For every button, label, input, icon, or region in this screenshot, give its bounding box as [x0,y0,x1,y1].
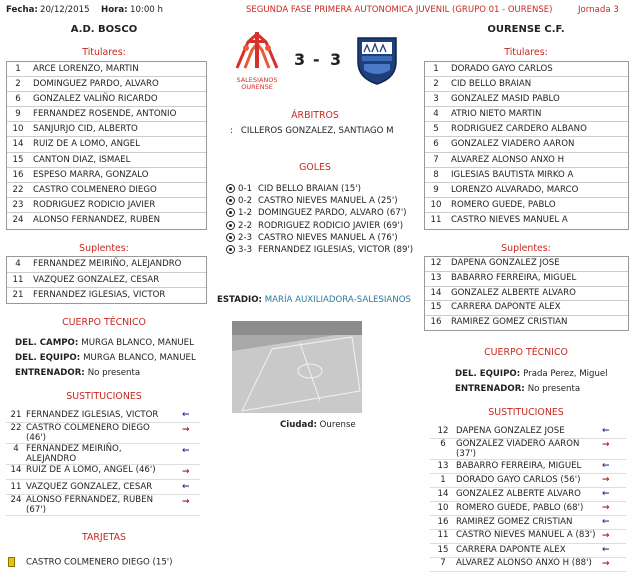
home-team-logo [232,30,282,90]
player-number: 22 [12,184,24,195]
goal-row [226,195,426,207]
city-name: Ourense [319,420,356,430]
goal-score: 0-1 [238,184,253,194]
goal-scorer: CASTRO NIEVES MANUEL A (25') [258,196,398,207]
player-number: 9 [433,184,439,195]
arrow-right-icon: → [602,503,610,513]
player-name: FERNANDEZ MEIRIÑO, ALEJANDRO [33,259,182,269]
away-substitutions-title: SUSTITUCIONES [488,407,564,418]
home-sub-player-row [7,257,206,272]
goal-score: 2-2 [238,220,253,231]
player-number: 11 [437,530,449,540]
staff-row [455,382,630,397]
arrow-left-icon: ← [182,446,190,456]
player-name: IGLESIAS BAUTISTA MIRKO A [451,169,574,180]
substitution-row [6,465,200,479]
player-number: 15 [430,302,442,313]
player-name: CASTRO NIEVES MANUEL A [451,214,568,225]
player-number: 2 [15,79,21,90]
home-staff-list [15,336,205,381]
staff-name: MURGA BLANCO, MANUEL [83,353,196,363]
goal-scorer: CASTRO NIEVES MANUEL A (76') [258,232,398,243]
player-number: 6 [15,94,21,105]
player-number: 12 [437,426,449,436]
staff-row [15,336,205,351]
player-name: ROMERO GUEDE, PABLO [451,199,556,210]
player-name: FERNANDEZ IGLESIAS, VICTOR [33,290,166,300]
player-number: 11 [10,482,22,492]
home-team-name: A.D. BOSCO [70,24,138,35]
soccer-ball-icon [226,221,235,230]
substitution-row [430,439,626,459]
card-row [8,557,202,568]
home-logo-line-1: SALESIANOS [236,76,278,84]
arrow-left-icon: ← [602,545,610,555]
player-name: DAPENA GONZALEZ JOSE [456,426,565,436]
city-label: Ciudad: [280,420,317,430]
player-number: 15 [437,545,449,555]
player-name: RODRIGUEZ CARDERO ALBANO [451,124,587,135]
player-number: 6 [440,439,446,449]
away-subs-box [424,256,629,331]
away-starter-player-row [425,62,628,76]
player-name: CASTRO COLMENERO DIEGO [33,184,157,195]
away-starter-player-row [425,168,628,182]
goal-scorer: RODRIGUEZ RODICIO JAVIER (69') [258,220,404,231]
score-separator: - [313,50,320,69]
player-number: 13 [430,272,442,283]
player-number: 12 [430,258,442,268]
away-team-name: OURENSE C.F. [487,24,565,35]
away-score: 3 [330,50,342,69]
stadium-name-link[interactable]: MARÍA AUXILIADORA-SALESIANOS [264,295,411,305]
substitution-row [430,530,626,543]
staff-name: No presenta [87,368,141,378]
player-name: GONZALEZ ALBERTE ALVARO [451,287,576,298]
player-name: ALVAREZ ALONSO ANXO H (88') [456,558,592,568]
arrow-right-icon: → [182,497,190,507]
city-line [280,420,356,430]
player-number: 21 [10,410,22,420]
home-sub-player-row [7,273,206,288]
player-name: DORADO GAYO CARLOS (56') [456,475,581,485]
arrow-right-icon: → [602,475,610,485]
soccer-ball-icon [226,233,235,242]
player-number: 16 [12,169,24,180]
player-name: RUIZ DE A LOMO, ANGEL [33,139,140,150]
away-team-logo [352,32,402,88]
substitution-row [430,544,626,557]
staff-name: Prada Perez, Miguel [523,369,608,379]
player-name: CASTRO COLMENERO DIEGO (46') [26,423,150,443]
player-name: ALONSO FERNANDEZ, RUBEN (67') [26,495,153,515]
home-cards-list [8,557,202,568]
referee-row [230,126,430,136]
referees-list [230,126,430,136]
player-number: 4 [13,444,19,454]
player-number: 4 [15,259,21,269]
home-starter-player-row [7,137,206,151]
player-name: BABARRO FERREIRA, MIGUEL [456,461,582,471]
player-name: CARRERA DAPONTE ALEX [456,545,566,555]
player-name: GONZALEZ VIADERO AARON [451,139,575,150]
player-name: ESPESO MARRA, GONZALO [33,169,149,180]
goals-title: GOLES [299,162,331,173]
player-number: 14 [437,489,449,499]
player-number: 1 [440,475,446,485]
soccer-ball-icon [226,208,235,217]
player-number: 15 [12,154,24,165]
row-divider [430,571,626,572]
player-number: 16 [430,317,442,328]
player-name: DOMINGUEZ PARDO, ALVARO [33,79,159,90]
arrow-right-icon: → [182,425,190,435]
match-header [0,1,633,21]
away-sub-player-row [425,316,628,330]
goal-row [226,207,426,219]
round-label: Jornada 3 [578,5,619,15]
player-name: CARRERA DAPONTE ALEX [451,302,561,313]
away-sub-player-row [425,287,628,301]
arrow-left-icon: ← [182,410,190,420]
arrow-left-icon: ← [602,517,610,527]
player-name: GONZALEZ MASID PABLO [451,94,560,105]
player-name: ALVAREZ ALONSO ANXO H [451,154,565,165]
away-starter-player-row [425,183,628,197]
player-name: CID BELLO BRAIAN [451,79,532,90]
player-number: 14 [12,139,24,150]
home-starter-player-row [7,92,206,106]
away-starter-player-row [425,77,628,91]
goal-row [226,220,426,232]
staff-role: DEL. CAMPO: [15,338,79,348]
goal-scorer: CID BELLO BRAIAN (15') [258,184,361,194]
away-starter-player-row [425,122,628,136]
player-number: 1 [15,64,21,74]
substitution-row [430,502,626,515]
staff-name: No presenta [527,384,581,394]
player-name: DORADO GAYO CARLOS [451,64,553,74]
home-starter-player-row [7,107,206,121]
time-value: 10:00 h [130,5,163,15]
goal-score: 1-2 [238,208,253,219]
player-name: SANJURJO CID, ALBERTO [33,124,138,135]
goal-score: 2-3 [238,232,253,243]
player-number: 3 [433,94,439,105]
player-number: 10 [12,124,24,135]
player-name: ARCE LORENZO, MARTIN [33,64,139,74]
away-starters-box [424,61,629,230]
staff-role: DEL. EQUIPO: [15,353,81,363]
player-name: FERNANDEZ ROSENDE, ANTONIO [33,109,177,120]
player-name: DAPENA GONZALEZ JOSE [451,258,560,268]
staff-role: ENTRENADOR: [15,368,85,378]
staff-name: MURGA BLANCO, MANUEL [81,338,194,348]
staff-role: DEL. EQUIPO: [455,369,521,379]
substitution-row [6,408,200,422]
referees-title: ÁRBITROS [291,110,339,121]
player-name: CASTRO NIEVES MANUEL A (83') [456,530,596,540]
stadium-field-image [232,321,362,413]
player-number: 22 [10,423,22,433]
player-name: FERNANDEZ IGLESIAS, VICTOR [26,410,159,420]
substitution-row [6,444,200,464]
substitution-row [430,488,626,501]
arrow-left-icon: ← [602,426,610,436]
away-starter-player-row [425,153,628,167]
arrow-left-icon: ← [602,461,610,471]
player-name: RODRIGUEZ RODICIO JAVIER [33,199,156,210]
player-name: RAMIREZ GOMEZ CRISTIAN [456,517,573,527]
player-number: 24 [12,214,24,225]
player-name: FERNANDEZ MEIRIÑO, ALEJANDRO [26,444,122,464]
home-starters-title: Titulares: [82,47,126,58]
ourense-cf-crest-icon [352,32,402,86]
player-name: CANTON DIAZ, ISMAEL [33,154,131,165]
home-starter-player-row [7,168,206,182]
player-number: 16 [437,517,449,527]
away-subs-title: Suplentes: [501,243,551,254]
home-substitutions-title: SUSTITUCIONES [66,391,142,402]
player-name: LORENZO ALVARADO, MARCO [451,184,579,195]
player-name: GONZALEZ ALBERTE ALVARO [456,489,581,499]
substitution-row [6,423,200,443]
soccer-ball-icon [226,184,235,193]
row-divider [6,515,200,516]
player-number: 7 [440,558,446,568]
goal-row [226,244,426,256]
competition-title: SEGUNDA FASE PRIMERA AUTONOMICA JUVENIL (GRUPO 01 - OURENSE) [246,5,553,15]
player-name: RAMIREZ GOMEZ CRISTIAN [451,317,568,328]
player-number: 5 [433,124,439,135]
player-number: 7 [433,154,439,165]
staff-role: ENTRENADOR: [455,384,525,394]
home-starter-player-row [7,183,206,197]
home-starter-player-row [7,122,206,136]
player-name: RUIZ DE A LOMO, ANGEL (46') [26,465,156,475]
referee-prefix: : [230,126,233,136]
home-starter-player-row [7,198,206,212]
time-label: Hora: [101,5,128,15]
salesianos-logo-icon [232,30,282,74]
substitution-row [6,495,200,515]
away-sub-player-row [425,301,628,315]
home-starter-player-row [7,62,206,76]
date-value: 20/12/2015 [40,5,90,15]
player-number: 4 [433,109,439,120]
substitution-row [430,558,626,571]
arrow-left-icon: ← [602,489,610,499]
player-name: ALONSO FERNANDEZ, RUBEN [33,214,160,225]
home-starter-player-row [7,213,206,227]
substitution-row [430,460,626,473]
away-staff-title: CUERPO TÉCNICO [484,347,568,358]
date-label: Fecha: [6,5,38,15]
player-name: GONZALEZ VIADERO AARON (37') [456,439,580,459]
yellow-card-icon [8,557,15,567]
player-name: ROMERO GUEDE, PABLO (68') [456,503,584,513]
player-number: 10 [437,503,449,513]
player-number: 14 [430,287,442,298]
staff-row [455,367,630,382]
player-number: 8 [433,169,439,180]
player-number: 1 [433,64,439,74]
player-name: ATRIO NIETO MARTIN [451,109,542,120]
player-number: 14 [10,465,22,475]
stadium-label: ESTADIO: [217,295,262,305]
away-sub-player-row [425,257,628,271]
player-number: 11 [430,214,442,225]
player-number: 21 [12,290,24,300]
arrow-right-icon: → [602,559,610,569]
home-score: 3 [294,50,306,69]
substitution-row [6,480,200,494]
staff-row [15,366,205,381]
substitution-row [430,516,626,529]
player-number: 11 [12,274,24,285]
home-subs-box [6,256,207,304]
player-number: 10 [430,199,442,210]
home-starters-box [6,61,207,230]
away-starter-player-row [425,92,628,106]
goal-row [226,183,426,195]
away-staff-list [455,367,630,397]
player-name: VAZQUEZ GONZALEZ, CESAR [26,482,153,492]
arrow-right-icon: → [602,531,610,541]
player-number: 9 [15,109,21,120]
arrow-left-icon: ← [182,482,190,492]
away-starter-player-row [425,213,628,227]
home-staff-title: CUERPO TÉCNICO [62,317,146,328]
home-starter-player-row [7,77,206,91]
home-substitutions-list [6,408,200,516]
player-number: 13 [437,461,449,471]
home-logo-line-2: OURENSE [241,83,273,91]
away-starter-player-row [425,137,628,151]
player-name: BABARRO FERREIRA, MIGUEL [451,272,577,283]
arrow-right-icon: → [602,440,610,450]
arrow-right-icon: → [182,467,190,477]
home-subs-title: Suplentes: [79,243,129,254]
substitution-row [430,474,626,487]
away-starter-player-row [425,107,628,121]
player-name: GONZALEZ VALIÑO RICARDO [33,94,158,105]
player-number: 23 [12,199,24,210]
player-number: 24 [10,495,22,505]
away-sub-player-row [425,272,628,286]
goal-scorer: DOMINGUEZ PARDO, ALVARO (67') [258,208,407,219]
soccer-ball-icon [226,245,235,254]
goals-list [226,183,426,256]
card-player-name: CASTRO COLMENERO DIEGO (15') [26,557,173,568]
goal-row [226,232,426,244]
referee-name: CILLEROS GONZALEZ, SANTIAGO M [240,126,394,136]
substitution-row [430,425,626,438]
player-name: VAZQUEZ GONZALEZ, CESAR [33,274,160,285]
player-number: 6 [433,139,439,150]
home-sub-player-row [7,288,206,303]
goal-score: 3-3 [238,244,253,255]
away-substitutions-list [430,425,626,572]
player-number: 2 [433,79,439,90]
home-starter-player-row [7,153,206,167]
home-cards-title: TARJETAS [82,532,126,543]
stadium-line [217,295,411,305]
soccer-ball-icon [226,196,235,205]
goal-scorer: FERNANDEZ IGLESIAS, VICTOR (89') [258,244,414,255]
staff-row [15,351,205,366]
away-starter-player-row [425,198,628,212]
stadium-photo [232,321,362,413]
goal-score: 0-2 [238,196,253,207]
away-starters-title: Titulares: [504,47,548,58]
